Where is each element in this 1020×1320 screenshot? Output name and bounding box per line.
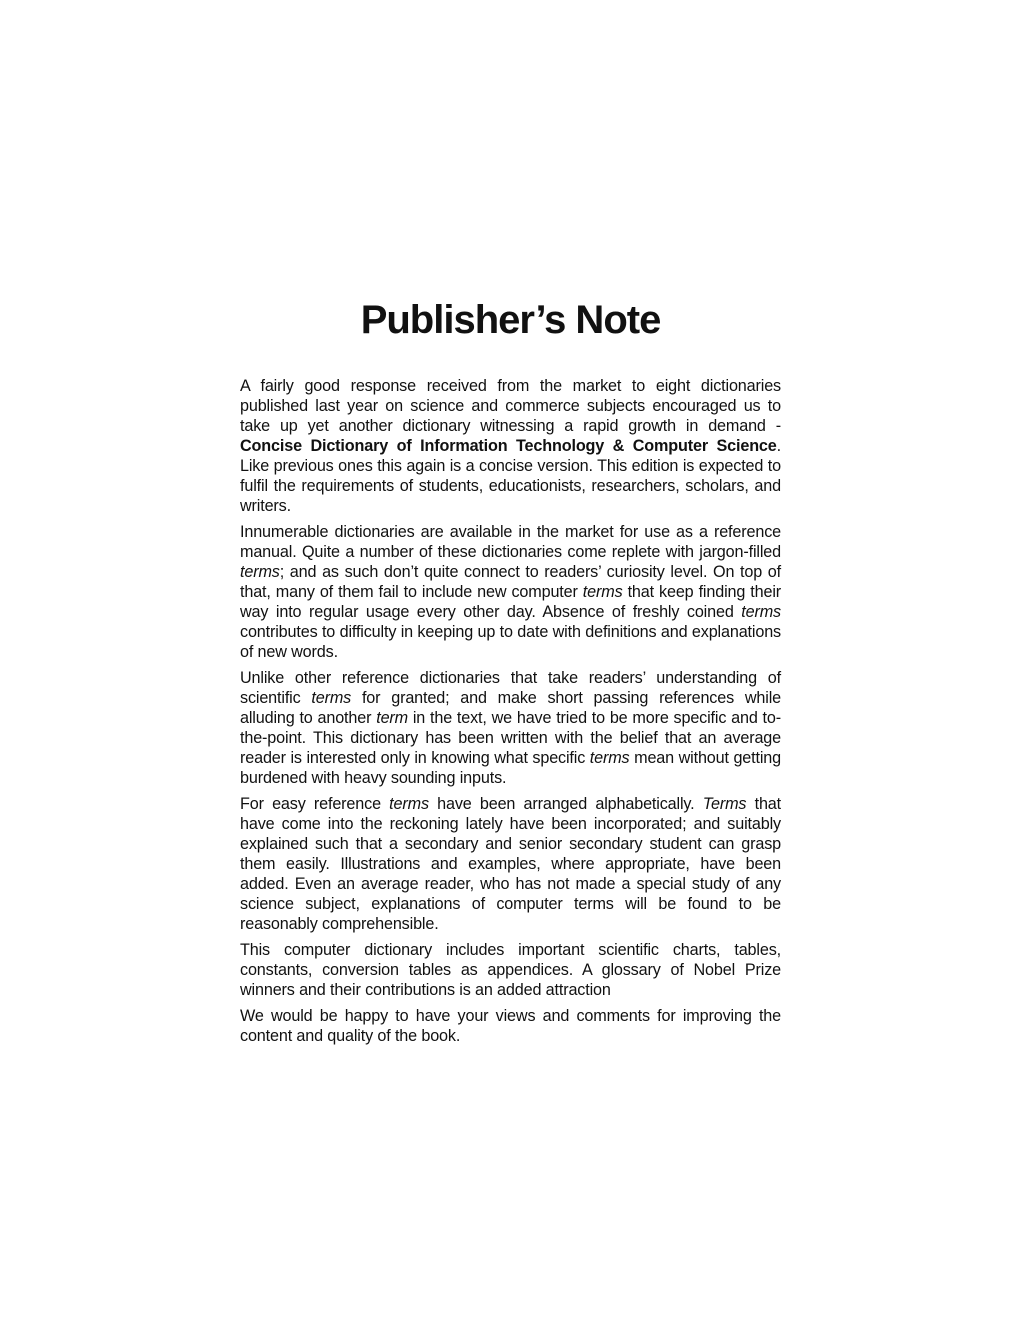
p2-text-c: that keep finding their way into regular usage every other day. Absence of freshly coined xyxy=(240,583,782,621)
p2-italic-3: terms xyxy=(741,603,781,621)
p2-text-d: contributes to difficulty in keeping up to date with definitions and explanations of new words. xyxy=(240,623,781,661)
p2-italic-2: terms xyxy=(582,583,623,601)
p4-text-b: have been arranged alphabetically. xyxy=(428,795,703,813)
paragraph-2 xyxy=(240,522,781,662)
p4-text-c: that have come into the reckoning lately have been incorporated; and suitably explained such that a secondary and senior secondary student can grasp them easily. Illustrations and examples, where appropriate, have been added. Even an average reader, who has not made a special study of any science subject, explanations of computer terms will be found to be reasonably comprehensible. xyxy=(240,795,781,933)
page-title: Publisher’s Note xyxy=(360,298,661,342)
paragraph-1 xyxy=(240,376,781,516)
p4-italic-1: terms xyxy=(389,795,429,813)
p3-italic-1: terms xyxy=(311,689,352,707)
p3-italic-2: term xyxy=(376,709,408,727)
p2-text-b: ; and as such don’t quite connect to readers’ curiosity level. On top of that, many of them fail to include new computer xyxy=(240,563,781,601)
p2-text-a: Innumerable dictionaries are available in the market for use as a reference manual. Quite a number of these dictionaries come replete with jargon-filled xyxy=(240,523,781,561)
publishers-note-page xyxy=(240,296,781,1052)
p3-text-a: Unlike other reference dictionaries that take readers’ understanding of scientific xyxy=(240,669,781,707)
paragraph-5 xyxy=(240,940,781,1000)
paragraph-4 xyxy=(240,794,781,934)
paragraph-6 xyxy=(240,1006,781,1046)
p5-text-a: This computer dictionary includes important scientific charts, tables, constants, conversion tables as appendices. A glossary of Nobel Prize winners and their contributions is an added attraction xyxy=(240,941,781,999)
book-title: Concise Dictionary of Information Technology & Computer Science xyxy=(240,437,777,455)
p4-italic-2: Terms xyxy=(702,795,747,813)
p3-text-d: mean without getting burdened with heavy sounding inputs. xyxy=(240,749,781,787)
p3-text-b: for granted; and make short passing references while alluding to another xyxy=(240,689,782,727)
p3-text-c: in the text, we have tried to be more specific and to-the-point. This dictionary has been written with the belief that an average reader is interested only in knowing what specific xyxy=(240,709,781,767)
p1-text-a: A fairly good response received from the market to eight dictionaries published last year on science and commerce subjects encouraged us to take up yet another dictionary witnessing a rapid growth in demand - xyxy=(240,377,781,435)
paragraph-3 xyxy=(240,668,781,788)
p6-text-a: We would be happy to have your views and comments for improving the content and quality of the book. xyxy=(240,1007,781,1045)
p3-italic-3: terms xyxy=(589,749,630,767)
p1-text-b: . Like previous ones this again is a concise version. This edition is expected to fulfil the requirements of students, educationists, researchers, scholars, and writers. xyxy=(240,437,781,515)
p4-text-a: For easy reference xyxy=(240,795,390,813)
p2-italic-1: terms xyxy=(240,563,280,581)
